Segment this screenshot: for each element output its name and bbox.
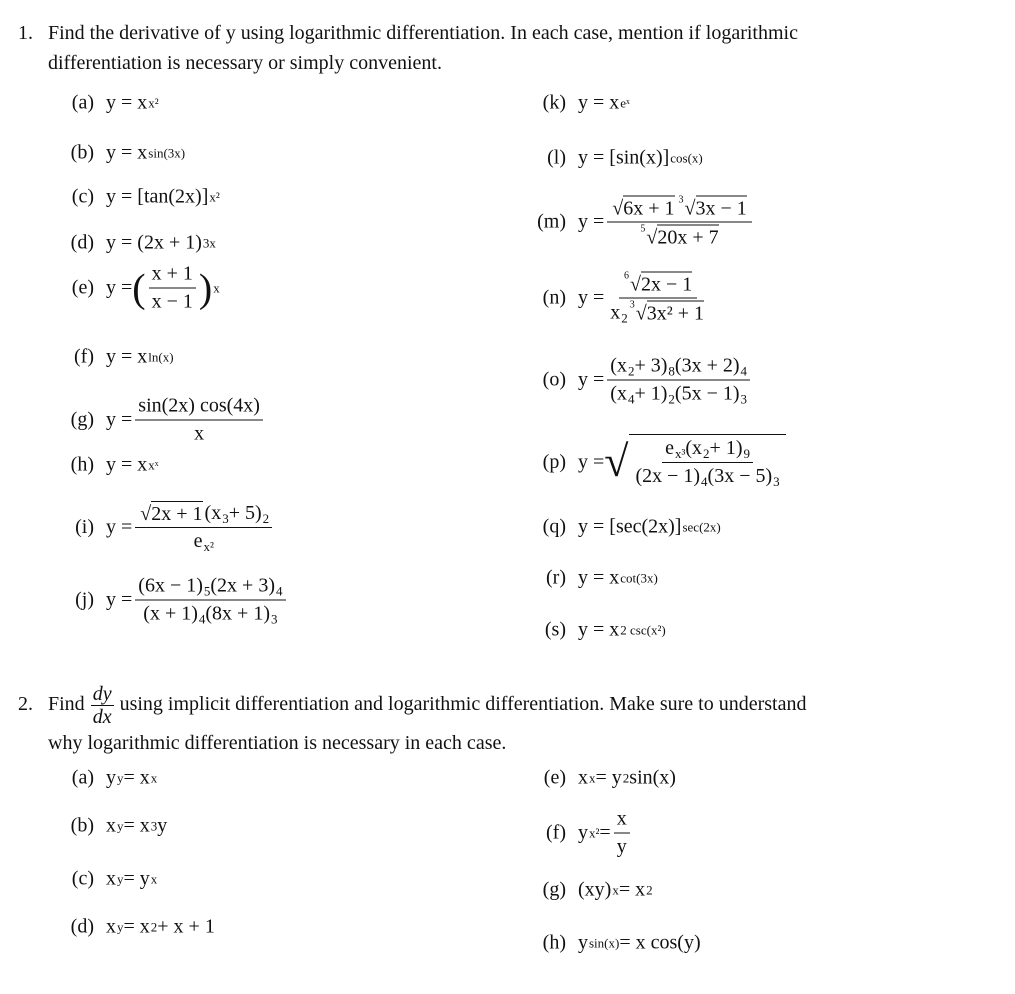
expression xyxy=(106,767,157,790)
expression xyxy=(578,808,633,859)
radical-sign-icon: √ xyxy=(630,273,642,296)
math-text: y xyxy=(616,835,627,858)
math-text: x xyxy=(578,766,588,789)
expression xyxy=(106,501,275,553)
expression xyxy=(106,454,159,477)
exponent: 3 xyxy=(222,511,229,526)
question-2-find: Find xyxy=(48,693,85,716)
exponent: 4 xyxy=(276,583,283,599)
math-text: sin(x) xyxy=(629,766,676,789)
problem-item xyxy=(520,932,701,955)
numerator xyxy=(662,437,753,463)
square-root xyxy=(604,434,785,490)
denominator xyxy=(614,834,630,859)
exponent: 3x xyxy=(202,235,216,251)
exponent: sec(2x) xyxy=(682,519,721,535)
numerator xyxy=(607,355,750,381)
numerator xyxy=(135,395,263,421)
problem-item xyxy=(520,196,755,249)
math-text: = x xyxy=(123,814,150,837)
exponent: 2 xyxy=(703,446,710,461)
problem-item xyxy=(48,395,266,446)
expression xyxy=(578,879,653,902)
denominator xyxy=(191,421,207,446)
denominator xyxy=(632,463,782,488)
fraction xyxy=(614,808,630,859)
radical xyxy=(640,225,718,249)
fraction xyxy=(632,437,782,488)
item-label: (b) xyxy=(70,141,94,164)
radical xyxy=(630,301,704,325)
fraction xyxy=(607,355,750,406)
math-text: x xyxy=(106,814,116,837)
dy-dx-fraction xyxy=(91,683,114,728)
exponent: 2 csc(x²) xyxy=(620,622,666,638)
root-index: 6 xyxy=(624,270,630,282)
item-label: (b) xyxy=(70,814,94,837)
exponent: x xyxy=(150,770,158,786)
dy: dy xyxy=(92,683,112,705)
math-text: y = xyxy=(578,286,605,309)
question-1-text-line1: Find the derivative of y using logarithmic differentiation. In each case, mention if logarithmic xyxy=(48,22,798,44)
exponent: 3 xyxy=(271,611,278,627)
problem-item xyxy=(520,808,633,859)
expression xyxy=(578,92,630,115)
problem-item xyxy=(520,434,786,490)
expression xyxy=(578,272,712,325)
problem-item xyxy=(520,355,753,406)
exponent: x² xyxy=(589,825,600,841)
item-label: (m) xyxy=(537,210,566,233)
math-text: + 5) xyxy=(228,502,262,524)
radical xyxy=(624,272,692,296)
math-text: y xyxy=(157,814,168,837)
math-text: y = x xyxy=(578,566,620,589)
expression xyxy=(106,92,159,115)
radical-sign-icon: √ xyxy=(646,226,658,249)
denominator xyxy=(607,381,750,406)
math-text: x xyxy=(194,422,205,445)
exponent: x xyxy=(213,280,220,296)
math-text: = x xyxy=(123,766,150,789)
expression xyxy=(578,619,666,642)
exponent: x² xyxy=(209,189,220,205)
item-label: (i) xyxy=(75,515,94,538)
math-text: (6x − 1) xyxy=(138,574,203,597)
fraction xyxy=(135,575,285,626)
denominator xyxy=(140,601,280,626)
radicand: 3x² + 1 xyxy=(646,302,705,325)
expression xyxy=(106,232,216,255)
denominator xyxy=(149,289,196,314)
expression xyxy=(106,815,167,838)
math-text: (2x + 3) xyxy=(210,574,275,597)
root-index: 3 xyxy=(629,299,635,311)
radical xyxy=(140,501,202,525)
expression xyxy=(106,346,174,369)
denominator xyxy=(635,223,723,249)
math-text: x xyxy=(106,867,116,890)
expression xyxy=(106,916,215,939)
exponent: y xyxy=(117,919,124,935)
item-label: (n) xyxy=(542,286,566,309)
item-label: (a) xyxy=(71,91,94,114)
math-text: y = [sec(2x)] xyxy=(578,515,682,538)
math-text: = x xyxy=(618,878,646,901)
math-text: (x xyxy=(610,382,627,405)
math-text: x xyxy=(616,807,627,830)
exponent: x² xyxy=(148,95,159,111)
exponent: y xyxy=(117,818,124,834)
item-label: (e) xyxy=(543,766,566,789)
item-label: (k) xyxy=(542,91,566,114)
fraction xyxy=(149,263,196,314)
math-text: e xyxy=(665,437,674,459)
math-text: e xyxy=(193,530,203,552)
exponent: 4 xyxy=(701,474,708,489)
exponent: 4 xyxy=(627,391,635,407)
math-text: y = x xyxy=(106,345,148,368)
numerator xyxy=(619,272,697,299)
math-text: y = xyxy=(106,515,133,538)
math-text: y = x xyxy=(578,91,620,114)
math-text: x xyxy=(610,301,621,324)
exponent: xˣ xyxy=(148,457,159,473)
exponent: 3 xyxy=(740,391,748,407)
math-text: = x cos(y) xyxy=(619,931,701,954)
math-text: y = xyxy=(106,408,133,431)
question-1-text-line2: differentiation is necessary or simply convenient. xyxy=(48,52,442,74)
math-text: (x + 1) xyxy=(143,602,198,625)
item-label: (a) xyxy=(71,766,94,789)
expression xyxy=(578,355,753,406)
fraction xyxy=(135,501,272,553)
problem-item xyxy=(48,575,289,626)
math-text: y = x xyxy=(106,141,148,164)
math-text: y = x xyxy=(106,91,148,114)
expression xyxy=(578,767,676,790)
problem-item xyxy=(520,567,658,590)
radical xyxy=(679,196,747,220)
item-label: (f) xyxy=(74,345,94,368)
item-label: (o) xyxy=(542,368,566,391)
radical-sign-icon: √ xyxy=(612,197,624,220)
fraction xyxy=(607,196,752,249)
problem-item xyxy=(48,454,159,477)
item-label: (h) xyxy=(70,453,94,476)
item-label: (h) xyxy=(542,931,566,954)
exponent: 4 xyxy=(740,363,748,379)
exponent: y xyxy=(117,770,124,786)
math-text: y = xyxy=(578,210,605,233)
expression xyxy=(106,186,220,209)
item-label: (f) xyxy=(546,821,566,844)
exponent: 8 xyxy=(668,363,675,379)
exponent: 9 xyxy=(743,446,750,461)
math-text: + 1) xyxy=(634,382,668,405)
item-label: (c) xyxy=(71,867,94,890)
expression xyxy=(106,263,220,314)
item-label: (d) xyxy=(70,915,94,938)
math-text: x xyxy=(106,915,116,938)
math-text: (3x + 2) xyxy=(674,354,740,377)
math-text: = x xyxy=(123,915,150,938)
expression xyxy=(578,516,721,539)
problem-item xyxy=(48,186,220,209)
item-label: (r) xyxy=(546,566,566,589)
question-1-number: 1. xyxy=(18,22,33,44)
expression xyxy=(106,142,185,165)
exponent: 5 xyxy=(203,583,211,599)
radicand: 6x + 1 xyxy=(623,197,675,220)
question-2-number: 2. xyxy=(18,693,33,716)
exponent: 3 xyxy=(150,818,158,834)
problem-item xyxy=(48,501,275,553)
exponent: eˣ xyxy=(620,95,630,111)
math-text: (x xyxy=(685,437,703,459)
exponent: x xyxy=(612,882,619,898)
problem-item xyxy=(48,142,185,165)
math-text: (3x − 5) xyxy=(707,465,773,487)
radical xyxy=(612,196,674,220)
question-2-text-line1: using implicit differentiation and logarithmic differentiation. Make sure to understand xyxy=(119,693,807,716)
problem-item xyxy=(48,815,167,838)
radical-sign-icon: √ xyxy=(684,197,696,220)
item-label: (d) xyxy=(70,231,94,254)
problem-item xyxy=(48,346,174,369)
math-text: sin(2x) cos(4x) xyxy=(138,394,260,417)
radical-sign-icon: √ xyxy=(635,302,647,325)
item-label: (s) xyxy=(544,618,566,641)
math-text: = y xyxy=(595,766,622,789)
math-text: y = [sin(x)] xyxy=(578,146,670,169)
question-2-text-line2: why logarithmic differentiation is necessary in each case. xyxy=(48,732,507,754)
math-text: + 3) xyxy=(634,354,668,377)
math-text: y xyxy=(106,766,116,789)
problem-item xyxy=(48,767,157,790)
root-index: 3 xyxy=(678,194,684,206)
expression xyxy=(106,395,266,446)
problem-item xyxy=(520,92,630,115)
expression xyxy=(578,567,658,590)
item-label: (g) xyxy=(542,878,566,901)
radicand: 2x − 1 xyxy=(641,273,693,296)
problem-item xyxy=(48,92,159,115)
math-text: + x + 1 xyxy=(157,915,215,938)
math-text: = y xyxy=(123,867,150,890)
math-text: y = x xyxy=(578,618,620,641)
root-index: 5 xyxy=(640,223,646,235)
math-text: y xyxy=(578,931,588,954)
paren: ( xyxy=(132,265,146,310)
math-text: = xyxy=(599,821,611,844)
expression xyxy=(578,434,786,490)
fraction xyxy=(135,395,263,446)
problem-item xyxy=(520,272,712,325)
radicand: 20x + 7 xyxy=(657,226,719,249)
math-text: y xyxy=(578,821,588,844)
item-label: (l) xyxy=(547,146,566,169)
exponent: x³ xyxy=(674,446,686,461)
dx: dx xyxy=(92,706,112,728)
problem-item xyxy=(520,879,653,902)
math-text: y = x xyxy=(106,453,148,476)
problem-item xyxy=(48,232,216,255)
numerator xyxy=(135,501,272,528)
problem-item xyxy=(520,147,703,170)
math-text: (xy) xyxy=(578,878,612,901)
radical-sign-icon: √ xyxy=(140,503,152,525)
problem-item xyxy=(520,767,676,790)
exponent: x xyxy=(589,770,596,786)
math-text: x + 1 xyxy=(151,262,193,285)
item-label: (q) xyxy=(542,515,566,538)
denominator xyxy=(607,299,709,325)
exponent: 2 xyxy=(262,511,270,526)
math-text: (2x − 1) xyxy=(635,465,701,487)
math-text: y = xyxy=(578,450,605,473)
expression xyxy=(106,868,157,891)
numerator xyxy=(149,263,196,289)
math-text: y = [tan(2x)] xyxy=(106,185,209,208)
fraction xyxy=(607,272,709,325)
exponent: 2 xyxy=(668,391,675,407)
exponent: x² xyxy=(203,539,214,554)
radicand: 3x − 1 xyxy=(695,197,747,220)
math-text: (5x − 1) xyxy=(674,382,740,405)
exponent: 2 xyxy=(621,310,628,326)
question-1 xyxy=(18,18,1003,78)
problem-item xyxy=(48,916,215,939)
math-text: (8x + 1) xyxy=(205,602,270,625)
exponent: x xyxy=(150,871,158,887)
exponent: 2 xyxy=(627,363,635,379)
radicand: 2x + 1 xyxy=(151,503,203,525)
math-text: y = (2x + 1) xyxy=(106,231,202,254)
exponent: y xyxy=(117,871,124,887)
question-2 xyxy=(18,683,1003,758)
numerator xyxy=(607,196,752,223)
item-label: (g) xyxy=(70,408,94,431)
numerator xyxy=(614,808,630,834)
item-label: (e) xyxy=(71,276,94,299)
exponent: 2 xyxy=(646,882,653,898)
problem-item xyxy=(48,868,157,891)
math-text: y = xyxy=(578,368,605,391)
exponent: ln(x) xyxy=(148,349,174,365)
math-text: (x xyxy=(610,354,627,377)
denominator xyxy=(191,528,217,553)
item-label: (c) xyxy=(71,185,94,208)
exponent: sin(3x) xyxy=(148,145,186,161)
expression xyxy=(578,932,701,955)
expression xyxy=(106,575,289,626)
exponent: cot(3x) xyxy=(620,570,658,586)
problem-item xyxy=(520,516,721,539)
paren: ) xyxy=(198,265,213,310)
numerator xyxy=(135,575,285,601)
math-text: x − 1 xyxy=(151,290,193,313)
problem-item xyxy=(520,619,666,642)
exponent: 4 xyxy=(198,611,206,627)
expression xyxy=(578,196,755,249)
exponent: cos(x) xyxy=(670,150,703,166)
radicand xyxy=(629,434,785,490)
exponent: 2 xyxy=(622,770,630,786)
expression xyxy=(578,147,703,170)
math-text: (x xyxy=(204,502,222,524)
exponent: 3 xyxy=(773,474,780,489)
problem-item xyxy=(48,263,220,314)
exponent: 2 xyxy=(150,919,158,935)
item-label: (j) xyxy=(75,588,94,611)
exponent: sin(x) xyxy=(589,935,620,951)
math-text: y = xyxy=(106,276,133,299)
radical-sign-icon: √ xyxy=(604,437,629,486)
item-label: (p) xyxy=(542,450,566,473)
math-text: y = xyxy=(106,588,133,611)
math-text: + 1) xyxy=(709,437,743,459)
